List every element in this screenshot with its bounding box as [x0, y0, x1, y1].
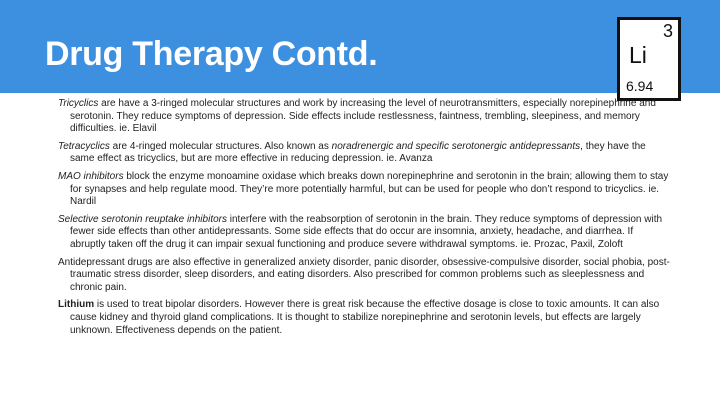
- paragraph-text-tail: , they have the same effect as tricyclics, but are more effective in reducing depression. ie. Avanza: [70, 140, 646, 165]
- term-lithium: Lithium: [58, 299, 95, 311]
- paragraph-text: Antidepressant drugs are also effective in generalized anxiety disorder, panic disorder, obsessive-compulsive disorder, social phobia, post-traumatic stress disorder, sleep disorders, and eating disorders. Also prescribed for common problems such as sleeplessness and chronic pain.: [58, 256, 670, 293]
- paragraph-text: are 4-ringed molecular structures. Also known as: [109, 140, 332, 152]
- element-symbol: Li: [629, 42, 647, 68]
- paragraph-text: is used to treat bipolar disorders. However there is great risk because the effective dosage is close to toxic amounts. It can also cause kidney and thyroid gland complications. It is thought to stabilize norepinephrine and serotonin levels, but effects are largely unknown. Effectiveness depends on the patient.: [70, 299, 660, 336]
- paragraph-other-uses: [58, 257, 670, 295]
- title-banner: [0, 0, 720, 93]
- paragraph-mao-inhibitors: [58, 171, 670, 209]
- slide-body: [58, 98, 670, 342]
- paragraph-text: interfere with the reabsorption of serotonin in the brain. They reduce symptoms of depression with fewer side effects than other antidepressants. Some side effects that do occur are insomnia, anxiety, headache, and diarrhea. If abruptly taken off the drug it can impair sexual functioning and produce severe withdrawal symptoms. ie. Prozac, Paxil, Zoloft: [70, 213, 663, 250]
- term-mao-inhibitors: MAO inhibitors: [58, 170, 124, 182]
- atomic-mass: 6.94: [626, 78, 654, 94]
- paragraph-tricyclics: [58, 98, 670, 136]
- paragraph-text: are have a 3-ringed molecular structures and work by increasing the level of neurotransmitters, especially norepinephrine and serotonin. They reduce symptoms of depression. Side effects include restlessness, faintness, trembling, sleepiness, and memory difficulties. ie. Elavil: [70, 98, 656, 135]
- atomic-number: 3: [662, 21, 673, 41]
- paragraph-tetracyclics: [58, 141, 670, 166]
- term-ssri: Selective serotonin reuptake inhibitors: [58, 213, 227, 225]
- term-nassa: noradrenergic and specific serotonergic antidepressants: [331, 140, 581, 152]
- term-tricyclics: Tricyclics: [58, 98, 99, 109]
- term-tetracyclics: Tetracyclics: [58, 140, 110, 152]
- paragraph-lithium: [58, 299, 670, 337]
- paragraph-text: block the enzyme monoamine oxidase which breaks down norepinephrine and serotonin in the brain; allowing them to stay for synapses and help regulate mood. They’re more potentially harmful, but can be used for people who don’t respond to tricyclics. ie. Nardil: [70, 170, 669, 208]
- lithium-element-tile: [617, 17, 681, 101]
- slide-title: Drug Therapy Contd.: [45, 35, 378, 73]
- paragraph-ssri: [58, 214, 670, 252]
